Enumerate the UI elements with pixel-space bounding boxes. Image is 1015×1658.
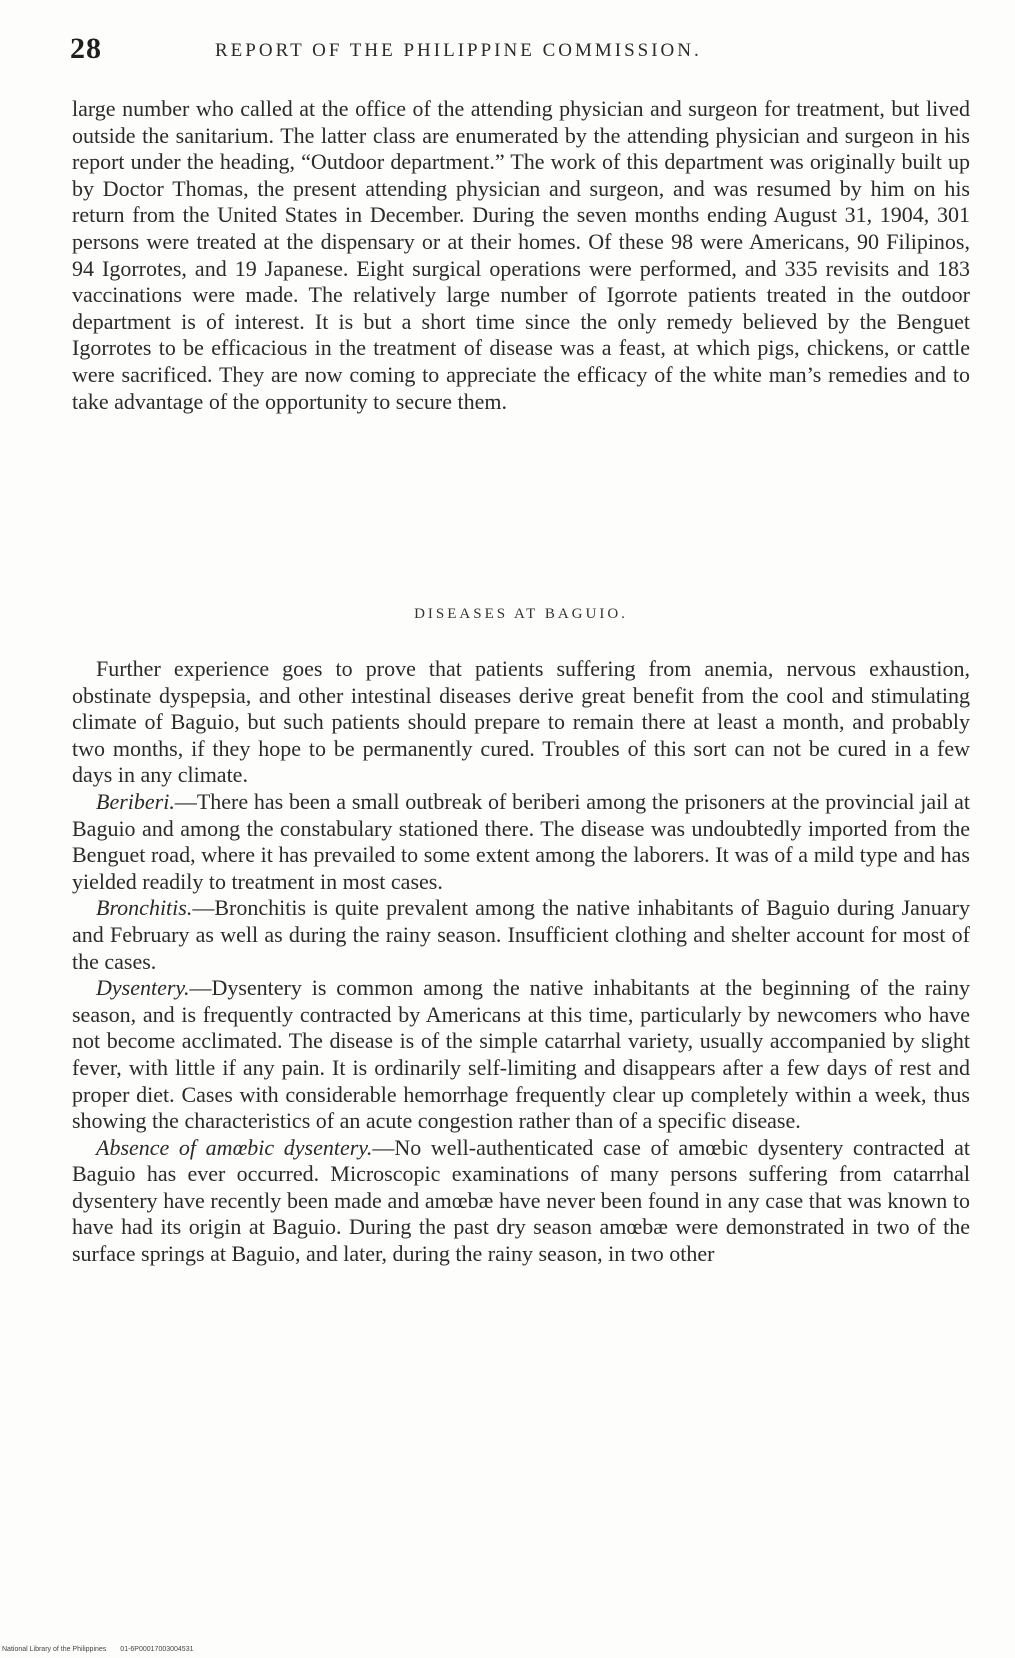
disease-text: —There has been a small outbreak of beriberi among the prisoners at the provincial jail at Baguio and among the constabulary stationed there. The disease was undoubtedly imported from the Benguet road, where it has prevailed to some extent among the laborers. It was of a mild type and has yielded readily to treatment in most cases. [72, 788, 970, 894]
page-number: 28 [70, 32, 102, 65]
disease-paragraph-dysentery [72, 975, 970, 1135]
disease-name: Absence of amœbic dysentery. [96, 1134, 373, 1160]
page-header [70, 32, 970, 72]
disease-name: Dysentery. [96, 975, 190, 1001]
diseases-section [72, 656, 970, 1268]
disease-paragraph-beriberi [72, 789, 970, 895]
page-footer [2, 1646, 193, 1653]
disease-paragraph-amoebic [72, 1135, 970, 1268]
disease-text: —Dysentery is common among the native inhabitants at the beginning of the rainy season, and is frequently contracted by Americans at this time, particularly by newcomers who have not become acclimated. The disease is of the simple catarrhal variety, usually accompanied by slight fever, with little if any pain. It is ordinarily self-limiting and disappears after a few days of rest and proper diet. Cases with considerable hemorrhage frequently clear up completely within a week, thus showing the characteristics of an acute congestion rather than of a specific disease. [72, 975, 970, 1134]
opening-paragraph: Further experience goes to prove that patients suffering from anemia, nervous exhaustion, obstinate dyspepsia, and other intestinal diseases derive great benefit from the cool and stimulating climate of Baguio, but such patients should prepare to remain there at least a month, and probably two months, if they hope to be permanently cured. Troubles of this sort can not be cured in a few days in any climate. [72, 656, 970, 788]
disease-text: —Bronchitis is quite prevalent among the native inhabitants of Baguio during January and February as well as during the rainy season. Insufficient clothing and shelter account for most of the cases. [72, 895, 970, 974]
intro-section [72, 96, 970, 415]
section-heading: DISEASES AT BAGUIO. [414, 606, 628, 622]
disease-name: Bronchitis. [96, 895, 193, 921]
disease-paragraph-bronchitis [72, 895, 970, 975]
footer-library: National Library of the Philippines [2, 1646, 107, 1653]
running-head: REPORT OF THE PHILIPPINE COMMISSION. [215, 40, 702, 61]
disease-name: Beriberi. [96, 788, 175, 814]
footer-identifier: 01-6P00017003004531 [120, 1646, 194, 1653]
intro-paragraph: large number who called at the office of the attending physician and surgeon for treatment, but lived outside the sanitarium. The latter class are enumerated by the attending physician and surgeon in his report under the heading, “Outdoor department.” The work of this department was originally built up by Doctor Thomas, the present attending physician and surgeon, and was resumed by him on his return from the United States in December. During the seven months ending August 31, 1904, 301 persons were treated at the dispensary or at their homes. Of these 98 were Americans, 90 Filipinos, 94 Igorrotes, and 19 Japanese. Eight surgical operations were performed, and 335 revisits and 183 vaccinations were made. The relatively large number of Igorrote patients treated in the outdoor department is of interest. It is but a short time since the only remedy believed by the Benguet Igorrotes to be efficacious in the treatment of disease was a feast, at which pigs, chickens, or cattle were sacrificed. They are now coming to appreciate the efficacy of the white man’s remedies and to take advantage of the opportunity to secure them. [72, 96, 970, 414]
disease-text: —No well-authenticated case of amœbic dysentery contracted at Baguio has ever occurred. Microscopic examinations of many persons suffering from catarrhal dysentery have recently been made and amœbæ have never been found in any case that was known to have had its origin at Baguio. During the past dry season amœbæ were demonstrated in two of the surface springs at Baguio, and later, during the rainy season, in two other [72, 1134, 970, 1267]
